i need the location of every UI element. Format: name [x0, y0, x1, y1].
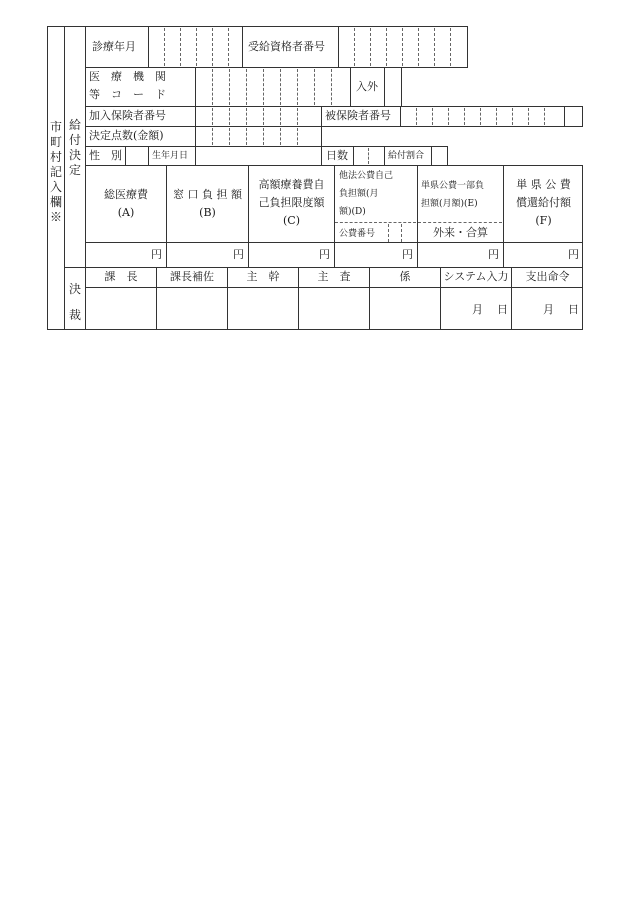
payment-order-month: 月 — [543, 303, 554, 316]
other-public-label-1: 他法公費自己 — [339, 171, 394, 181]
yen-b: 円 — [233, 248, 244, 261]
medical-code-label-1: 医 療 機 関 — [89, 70, 166, 83]
inpatient-outpatient-label: 入外 — [356, 80, 378, 93]
yen-e: 円 — [488, 248, 499, 261]
consultation-ym-label: 診療年月 — [92, 40, 136, 53]
benefit-decision-label: 給付決定 — [68, 118, 81, 177]
yen-f: 円 — [568, 248, 579, 261]
other-public-label-3: 額)(D) — [339, 207, 366, 217]
municipality-label: 市町村記入欄※ — [49, 120, 62, 224]
approval-header-staff: 係 — [399, 270, 411, 283]
decision-label: 決裁 — [68, 282, 81, 322]
public-number-label: 公費番号 — [339, 229, 376, 239]
other-public-label-2: 負担額(月 — [339, 189, 379, 199]
system-input-day: 日 — [497, 303, 508, 316]
prefectural-reimbursement-label-2: 償還給付額 — [516, 196, 571, 209]
recipient-number-label: 受給資格者番号 — [248, 40, 325, 53]
medical-code-label-2: 等 コ ー ド — [89, 88, 166, 101]
outpatient-combined-label: 外来・合算 — [433, 226, 488, 239]
payment-order-day: 日 — [568, 303, 579, 316]
high-cost-limit-code: (C) — [283, 214, 300, 227]
counter-payment-code: (B) — [199, 206, 216, 219]
yen-a: 円 — [151, 248, 162, 261]
total-medical-cost-code: (A) — [117, 206, 135, 219]
sex-label: 性 別 — [89, 149, 122, 162]
yen-c: 円 — [319, 248, 330, 261]
insured-number-label: 被保険者番号 — [325, 109, 391, 122]
prefectural-partial-label-1: 単県公費一部負 — [421, 181, 485, 191]
approval-header-deputy-chief: 課長補佐 — [170, 270, 214, 283]
approval-header-payment-order: 支出命令 — [525, 270, 570, 283]
prefectural-reimbursement-code: (F) — [535, 214, 552, 227]
approval-header-inspector: 主 査 — [317, 270, 351, 283]
counter-payment-label: 窓 口 負 担 額 — [173, 188, 242, 201]
birth-date-label: 生年月日 — [152, 151, 189, 161]
prefectural-partial-label-2: 担額(月額)(E) — [421, 199, 478, 209]
approval-header-system-input: システム入力 — [443, 270, 509, 283]
high-cost-limit-label-2: 己負担限度額 — [258, 196, 325, 209]
system-input-month: 月 — [472, 303, 483, 316]
insurer-number-label: 加入保険者番号 — [89, 109, 166, 122]
yen-d: 円 — [402, 248, 413, 261]
municipality-entry-form — [0, 0, 630, 340]
approval-header-section-chief: 課 長 — [104, 270, 138, 283]
prefectural-reimbursement-label-1: 単 県 公 費 — [516, 178, 571, 191]
high-cost-limit-label-1: 高額療養費自 — [258, 178, 325, 191]
total-medical-cost-label: 総医療費 — [104, 188, 148, 201]
approval-header-director: 主 幹 — [246, 270, 280, 283]
decision-points-label: 決定点数(金額) — [89, 129, 164, 142]
days-label: 日数 — [326, 149, 348, 162]
benefit-ratio-label: 給付割合 — [388, 151, 425, 161]
